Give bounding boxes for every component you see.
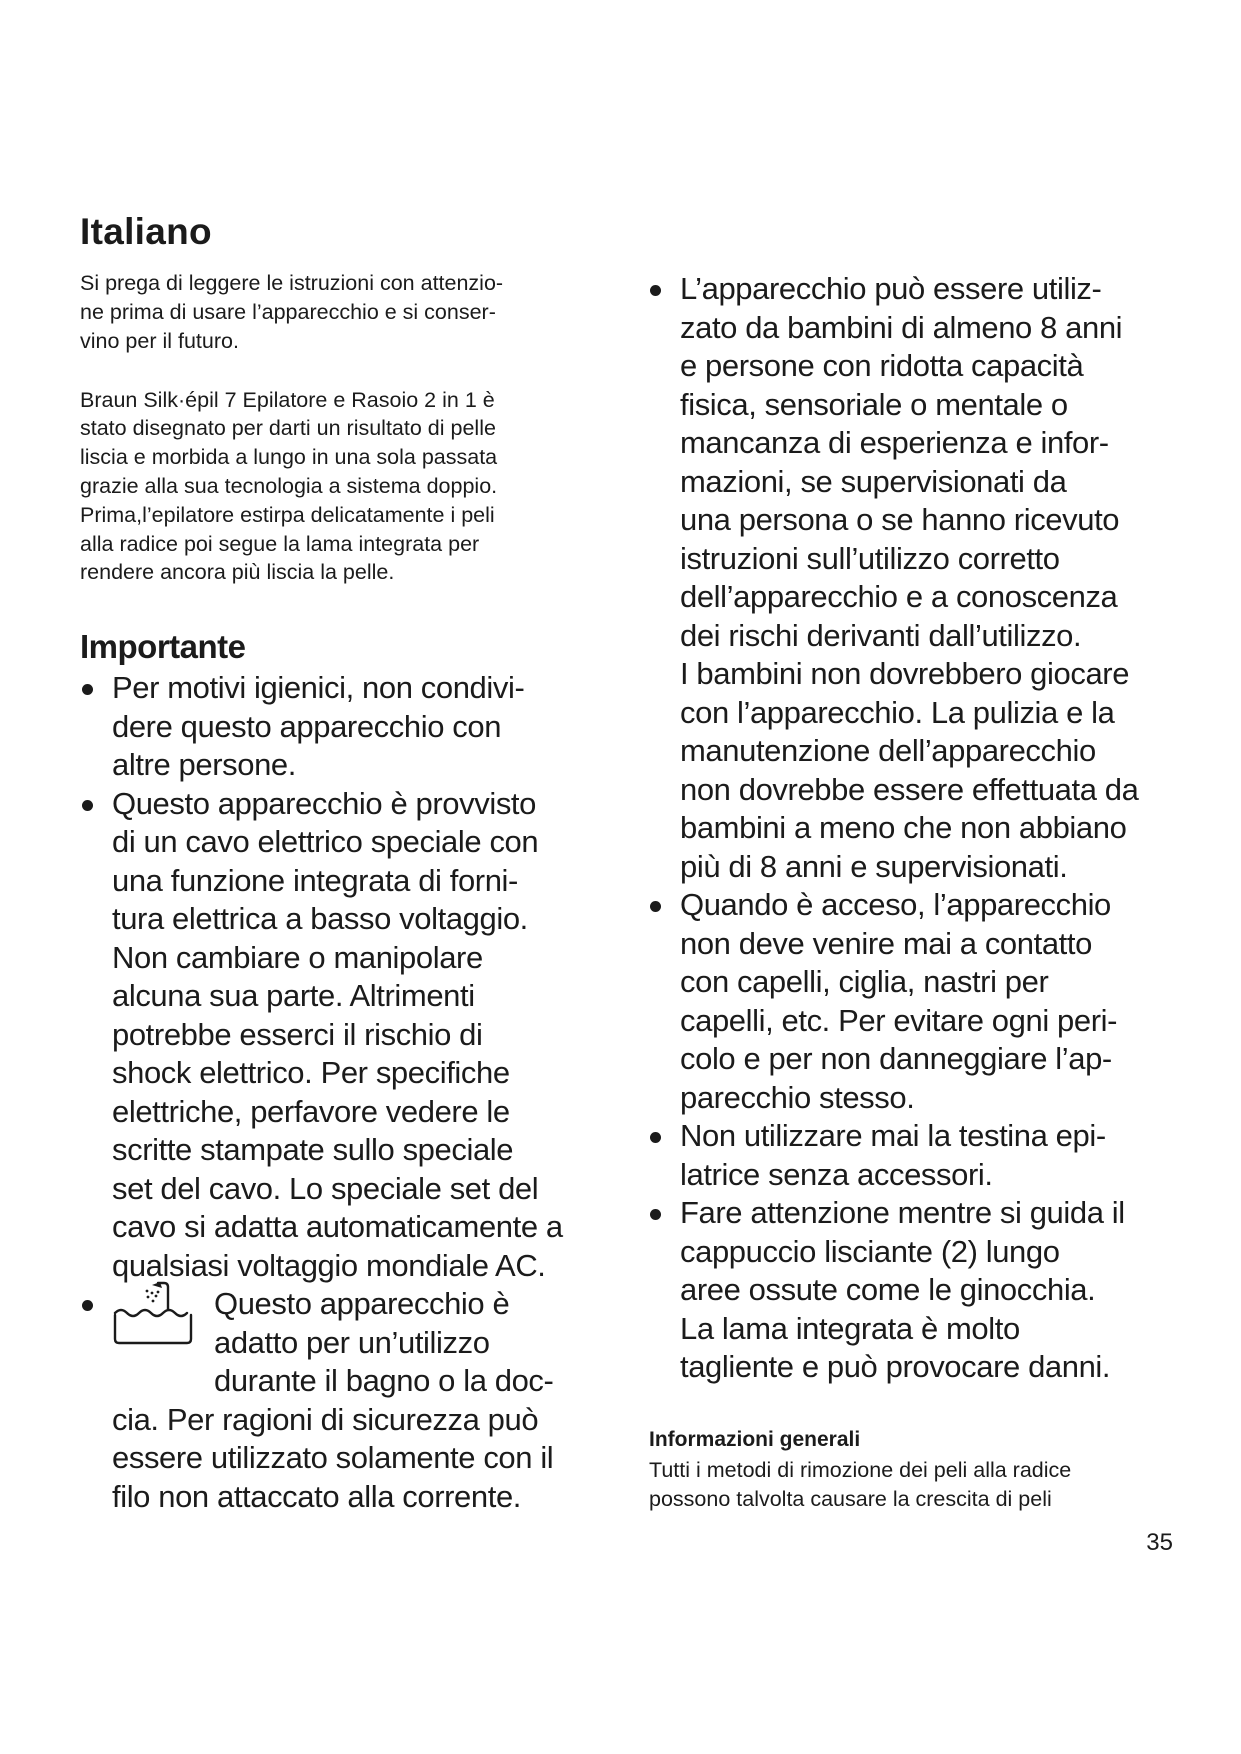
text-line: manutenzione dell’apparecchio <box>680 733 1096 768</box>
text-line: aree ossute come le ginocchia. <box>680 1272 1096 1307</box>
bullet-dot <box>650 1209 661 1220</box>
text-line: parecchio stesso. <box>680 1079 915 1115</box>
text-line: dere questo apparecchio con <box>112 708 502 744</box>
text-line: cia. Per ragioni di sicurezza può <box>112 1401 539 1437</box>
text-line: una funzione integrata di forni- <box>112 862 518 898</box>
bullet-dot <box>82 1300 93 1311</box>
general-info-text <box>649 1456 1209 1514</box>
text-line: ne prima di usare l’apparecchio e si conser- <box>80 299 496 324</box>
page-title: Italiano <box>80 211 212 252</box>
text-line: potrebbe esserci il rischio di <box>112 1016 483 1052</box>
text-line: vino per il futuro. <box>80 328 239 353</box>
text-line: Si prega di leggere le istruzioni con attenzio- <box>80 271 504 295</box>
important-heading: Importante <box>80 628 246 665</box>
text-line: rendere ancora più liscia la pelle. <box>80 560 395 585</box>
text-line: qualsiasi voltaggio mondiale AC. <box>112 1247 546 1283</box>
bullet-dot <box>650 285 661 296</box>
text-line: Per motivi igienici, non condivi- <box>112 670 525 705</box>
text-line: Tutti i metodi di rimozione dei peli alla radice <box>649 1458 1072 1482</box>
text-line: Non utilizzare mai la testina epi- <box>680 1118 1106 1153</box>
text-line: durante il bagno o la doc- <box>214 1363 554 1398</box>
text-line: capelli, etc. Per evitare ogni peri- <box>680 1002 1118 1038</box>
text-line: scritte stampate sullo speciale <box>112 1132 514 1167</box>
text-line: Quando è acceso, l’apparecchio <box>680 887 1111 922</box>
text-line: filo non attaccato alla corrente. <box>112 1478 521 1514</box>
text-line: fisica, sensoriale o mentale o <box>680 386 1068 422</box>
text-line: e persone con ridotta capacità <box>680 348 1084 383</box>
text-line: mazioni, se supervisionati da <box>680 463 1067 499</box>
text-line: bambini a meno che non abbiano <box>680 810 1127 845</box>
text-line: dell’apparecchio e a conoscenza <box>680 579 1118 614</box>
text-line: set del cavo. Lo speciale set del <box>112 1170 539 1206</box>
text-line: mancanza di esperienza e infor- <box>680 425 1109 460</box>
text-line: più di 8 anni e supervisionati. <box>680 848 1068 884</box>
text-line: grazie alla sua tecnologia a sistema doppio. <box>80 474 498 499</box>
text-line: La lama integrata è molto <box>680 1310 1020 1346</box>
text-line: con capelli, ciglia, nastri per <box>680 964 1049 999</box>
text-line: Questo apparecchio è provvisto <box>112 785 536 821</box>
text-line: Prima,l’epilatore estirpa delicatamente i peli <box>80 502 495 527</box>
text-line: dei rischi derivanti dall’utilizzo. <box>680 617 1082 653</box>
text-line: L’apparecchio può essere utiliz- <box>680 271 1102 306</box>
bullet-dot <box>650 1132 661 1143</box>
general-info-heading: Informazioni generali <box>649 1428 861 1451</box>
text-line: latrice senza accessori. <box>680 1156 993 1192</box>
text-line: alcuna sua parte. Altrimenti <box>112 978 475 1013</box>
text-line: adatto per un’utilizzo <box>214 1324 490 1360</box>
text-line: istruzioni sull’utilizzo corretto <box>680 540 1060 576</box>
intro-paragraph <box>80 386 497 588</box>
text-line: non deve venire mai a contatto <box>680 925 1092 961</box>
text-line: alla radice poi segue la lama integrata per <box>80 531 480 556</box>
bullet-dot <box>82 684 93 695</box>
text-line: essere utilizzato solamente con il <box>112 1440 554 1475</box>
text-line: non dovrebbe essere effettuata da <box>680 771 1139 807</box>
bath-shower-icon <box>112 1279 196 1352</box>
text-line: stato disegnato per darti un risultato di pelle <box>80 416 496 441</box>
text-line: di un cavo elettrico speciale con <box>112 824 539 859</box>
page-number: 35 <box>1146 1529 1173 1556</box>
text-line: cappuccio lisciante (2) lungo <box>680 1233 1060 1269</box>
text-line: cavo si adatta automaticamente a <box>112 1209 563 1244</box>
text-line: tagliente e può provocare danni. <box>680 1349 1111 1384</box>
text-line: altre persone. <box>112 747 296 782</box>
text-line: Questo apparecchio è <box>214 1286 510 1321</box>
text-line: colo e per non danneggiare l’ap- <box>680 1041 1112 1076</box>
text-line: con l’apparecchio. La pulizia e la <box>680 694 1115 730</box>
bullet-dot <box>82 800 93 811</box>
text-line: Non cambiare o manipolare <box>112 939 483 975</box>
text-line: zato da bambini di almeno 8 anni <box>680 309 1123 345</box>
text-line: elettriche, perfavore vedere le <box>112 1093 510 1129</box>
text-line: liscia e morbida a lungo in una sola passata <box>80 445 498 470</box>
text-line: una persona o se hanno ricevuto <box>680 502 1120 537</box>
bullet-dot <box>650 901 661 912</box>
text-line: tura elettrica a basso voltaggio. <box>112 901 528 936</box>
text-line: I bambini non dovrebbero giocare <box>680 656 1130 691</box>
text-line: Braun Silk·épil 7 Epilatore e Rasoio 2 in 1 è <box>80 387 495 412</box>
intro-paragraph <box>80 269 503 355</box>
text-line: shock elettrico. Per specifiche <box>112 1055 510 1090</box>
text-line: Fare attenzione mentre si guida il <box>680 1195 1125 1230</box>
text-line: possono talvolta causare la crescita di peli <box>649 1486 1052 1511</box>
